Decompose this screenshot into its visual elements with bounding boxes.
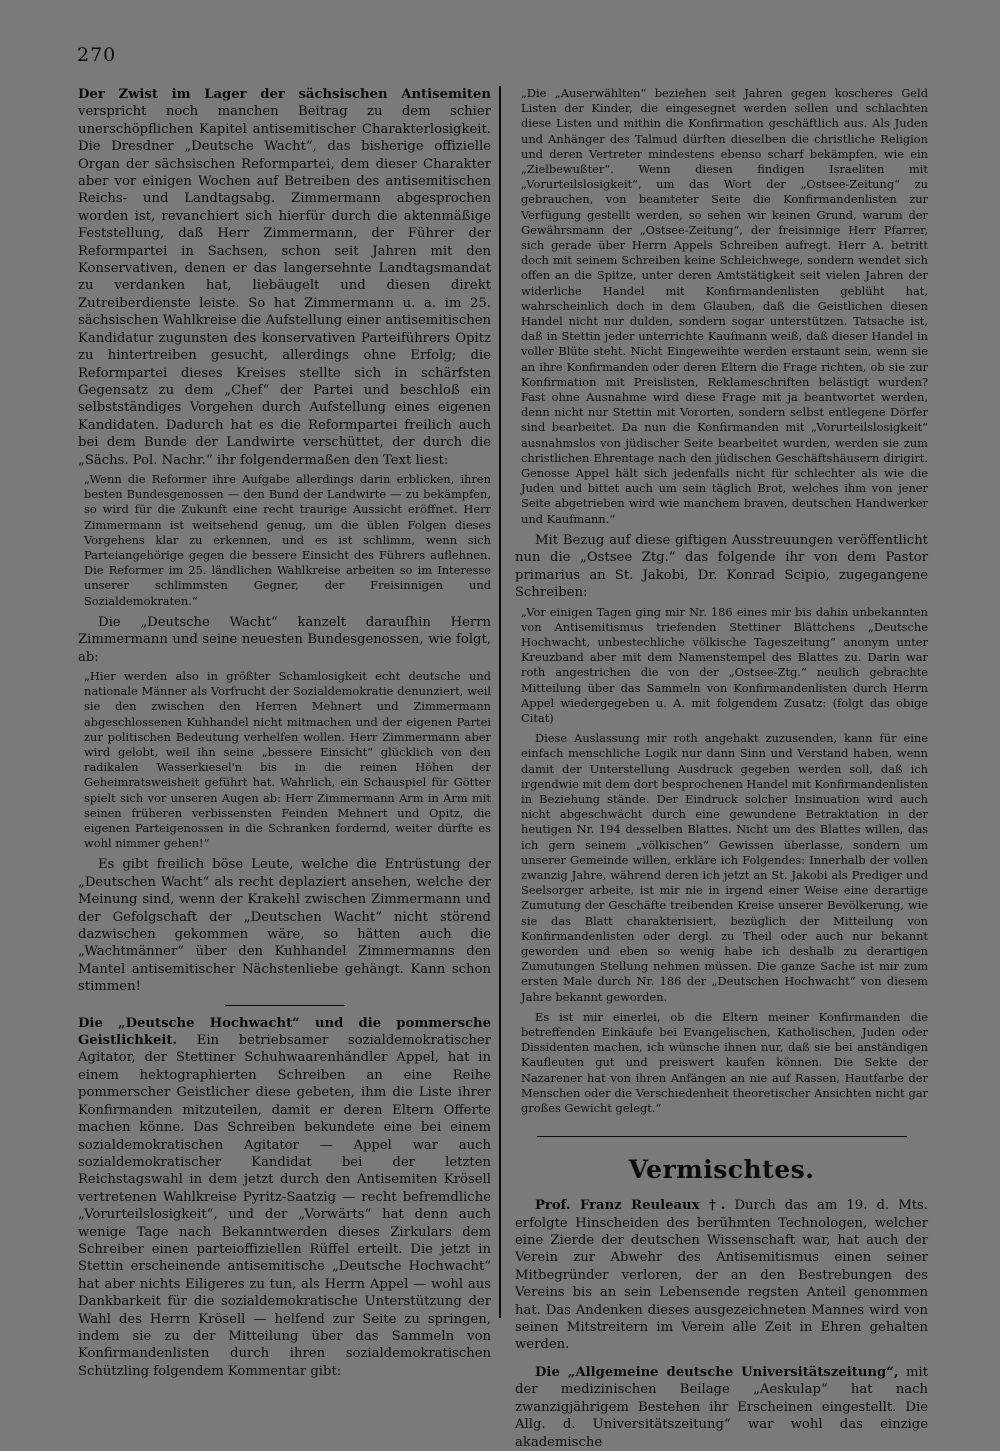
article-zwist-quote-1: „Wenn die Reformer ihre Aufgabe allerdings darin erblicken, ihren besten Bundesgenossen — den Bund der Landwirte — zu bekämpfen, so wird für die Zukunft eine recht traurige Aussicht eröffnet. Herr Zimmermann ist weitsehend genug, um die üblen Folgen dieses Vorgehens klar zu erkennen, und es ist schlimm, wenn sich Parteiangehörige gegen die bessere Einsicht des Führers auflehnen. Die Reformer im 25. ländlichen Wahlkreise arbeiten so im Interesse unserer schlimmsten Gegner, der Freisinnigen und Sozialdemokraten.“ bbox=[84, 471, 491, 608]
item-reuleaux-text: Durch das am 19. d. Mts. erfolgte Hinscheiden des berühmten Technologen, welcher eine Zierde der deutschen Wissenschaft war, hat auch der Verein zur Abwehr des Antisemitismus einen seiner Mitbegründer verloren, der an den Bestrebungen des Vereins bis an sein Lebensende regsten Anteil genommen hat. Das Andenken dieses ausgezeichneten Mannes wird von seinen Mitstreitern im Verein alle Zeit in Ehren gehalten werden. bbox=[515, 1198, 928, 1353]
article-hochwacht-text: Ein betriebsamer sozialdemokratischer Agitator, der Stettiner Schuhwaarenhändler Appel, hat in einem hektographierten Schreiben an eine Reihe pommerscher Geistlicher diese gebeten, ihm die Liste ihrer Konfirmanden mitzuteilen, damit er deren Eltern Offerte machen könne. Das Schreiben bekundete eine bei einem sozialdemokratischen Agitator — Appel war auch sozialdemokratischer Kandidat bei der letzten Reichstagswahl in dem jetzt durch den Antisemiten Krösell vertretenen Wahlkreise Pyritz-Saatzig — recht befremdliche „Vorurteilslosigkeit“, und der „Vorwärts“ hat denn auch wenige Tage nach Bekanntwerden dieses Zirkulars dem Schreiber einen parteioffiziellen Rüffel erteilt. Die jetzt in Stettin erscheinende antisemitische „Deutsche Hochwacht“ hat aber nichts Eiligeres zu tun, als Herrn Appel — wohl aus Dankbarkeit für die sozialdemokratische Unterstützung der Wahl des Herrn Krösell — helfend zur Seite zu springen, indem sie zu der Mitteilung über das Sammeln von Konfirmandenlisten durch ihren sozialdemokratischen Schützling folgendem Kommentar gibt: bbox=[78, 1033, 491, 1379]
article-zwist-headline: Der Zwist im Lager der sächsischen Antisemiten bbox=[78, 87, 491, 102]
article-zwist bbox=[78, 86, 491, 469]
section-heading-vermischtes: Vermischtes. bbox=[628, 1155, 815, 1185]
scipio-letter-1: „Vor einigen Tagen ging mir Nr. 186 eines mir bis dahin unbekannten von Antisemitismus triefenden Stettiner Blättchens „Deutsche Hochwacht, unbestechliche völkische Tageszeitung“ anonym unter Kreuzband aber mit dem Namenstempel des Blattes zu. Darin war roth angestrichen die von der „Ostsee-Ztg.“ neulich gebrachte Mitteilung über das Sammeln von Konfirmandenlisten durch Herrn Appel wiedergegeben u. A. mit folgendem Zusatz: (folgt das obige Citat) bbox=[521, 604, 928, 725]
section-rule bbox=[537, 1136, 907, 1137]
hochwacht-quote: „Die „Auserwählten“ beziehen seit Jahren gegen koscheres Geld Listen der Kinder, die eingesegnet werden sollen und schlachten diese Listen und mithin die Konfirmation geschäftlich aus. Als Juden und Anhänger des Talmud dürften dieselben die christliche Religion und deren Vertreter mindestens ebenso scharf bekämpfen, wie ein „Zielbewußter“. Wenn diesen findigen Israeliten mit „Vorurteilslosigkeit“, um das Wort der „Ostsee-Zeitung“ zu gebrauchen, von beamteter Seite die Konfirmandenlisten zur Verfügung gestellt werden, so sehen wir keinen Grund, warum der Gewährsmann der „Ostsee-Zeitung“, der freisinnige Herr Pfarrer, sich gerade über Herrn Appels Schreiben aufregt. Herr A. betritt doch mit seinem Schreiben keine Schleichwege, sondern wendet sich offen an die Spitze, unter deren Amtstätigkeit seit vielen Jahren der widerliche Handel mit Konfirmandenlisten geblüht hat, wahrscheinlich doch in dem Glauben, daß die Geistlichen diesen Handel nicht nur dulden, sondern sogar unterstützen. Tatsache ist, daß in Stettin jeder unterrichte Kaufmann weiß, daß dieser Handel in voller Blüte steht. Nicht Eingeweihte werden erstaunt sein, wenn sie an ihre Konfirmanden oder deren Eltern die Frage richten, ob sie zur Konfirmation mit Preislisten, Reklameschriften belästigt wurden? Fast ohne Ausnahme wird diese Frage mit ja beantwortet werden, denn nicht nur Stettin mit Vororten, sondern selbst entlegene Dörfer sind bearbeitet. Da nun die Konfirmanden mit „Vorurteilslosigkeit“ ausnahmslos von jüdischer Seite bearbeitet wurden, werden sie zum christlichen Ehrentage nach den jüdischen Geschäftshäusern dirigirt. Genosse Appel hält sich jedenfalls nicht für schlechter als wie die Juden und bittet auch um sein täglich Brot, welches ihm von jener Seite abgetrieben wird wie manchem braven, deutschen Handwerker und Kaufmann.“ bbox=[521, 86, 928, 526]
article-zwist-paragraph-3: Es gibt freilich böse Leute, welche die Entrüstung der „Deutschen Wacht“ als recht deplaziert ansehen, welche der Meinung sind, wenn der Krakehl zwischen Zimmermann und der Gefolgschaft der „Deutschen Wacht“ nicht störend dazwischen gekommen wäre, so hätten auch die „Wachtmänner“ über den Kuhhandel Zimmermanns den Mantel antisemitischer Nächstenliebe gehängt. Kann schon stimmen! bbox=[78, 857, 491, 995]
page-number: 270 bbox=[77, 44, 117, 66]
article-zwist-paragraph-2: Die „Deutsche Wacht“ kanzelt daraufhin Herrn Zimmermann und seine neuesten Bundesgenossen, wie folgt, ab: bbox=[78, 614, 491, 665]
article-hochwacht-headline: Die „Deutsche Hochwacht“ und die pommersche Geistlichkeit. bbox=[78, 1015, 491, 1049]
article-zwist-text: verspricht noch manchen Beitrag zu dem schier unerschöpflichen Kapitel antisemitischer Charakterlosigkeit. Die Dresdner „Deutsche Wacht“, das bisherige offizielle Organ der sächsischen Reformpartei, dem dieser Charakter aber vor einigen Wochen auf Betreiben des antisemitischen Reichs- und Landtagsabg. Zimmermann abgesprochen worden ist, revanchiert sich hierfür durch die aktenmäßige Feststellung, daß Herr Zimmermann, der Führer der Reformpartei in Sachsen, schon seit Jahren mit den Konservativen, denen er das langersehnte Landtagsmandat zu verdanken hat, liebäugelt und diesen direkt Zutreiberdienste leiste. So hat Zimmermann u. a. im 25. sächsischen Wahlkreise die Aufstellung einer antisemitischen Kandidatur zugunsten des konservativen Parteiführers Opitz zu hintertreiben gesucht, allerdings ohne Erfolg; die Reformpartei dieses Kreises stellte sich in schärfsten Gegensatz zu dem „Chef“ der Partei und beschloß ein selbstständiges Vorgehen durch Aufstellung eines eigenen Kandidaten. Dadurch hat es die Reformpartei freilich auch bei dem Bunde der Landwirte verschüttet, der durch die „Sächs. Pol. Nachr.“ ihr folgendermaßen den Text liest: bbox=[78, 104, 491, 468]
column-divider bbox=[499, 86, 501, 1318]
scipio-letter-2: Diese Auslassung mir roth angehakt zuzusenden, kann für eine einfach menschliche Logik nur dann Sinn und Verstand haben, wenn damit der Unterstellung Ausdruck gegeben werden soll, daß ich irgendwie mit dem dort besprochenen Handel mit Konfirmandenlisten in Beziehung stände. Der Eindruck solcher Insinuation wird auch nicht abgeschwächt durch eine gewundene Betraktation in der heutigen Nr. 194 desselben Blattes. Nicht um des Blattes willen, das ich gern seinem „völkischen“ Gewissen überlasse, sondern um unserer Gemeinde willen, erkläre ich Folgendes: Innerhalb der vollen zwanzig Jahre, während deren ich jetzt an St. Jakobi als Prediger und Seelsorger arbeite, ist mir nie in irgend einer Weise eine derartige Zumutung der Geschäfte treibenden Kreise unserer Bevölkerung, wie sie das Blatt charakterisiert, bezüglich der Mitteilung von Konfirmandenlisten oder dergl. zu Theil oder auch nur bekannt geworden und eben so wenig habe ich deshalb zu derartigen Zumutungen Stellung nehmen müssen. Die ganze Sache ist mir zum ersten Male durch Nr. 186 der „Deutschen Hochwacht“ von diesem Jahre bekannt geworden. bbox=[521, 731, 928, 1004]
item-reuleaux bbox=[515, 1197, 928, 1354]
left-column bbox=[78, 86, 491, 1380]
item-reuleaux-lead: Prof. Franz Reuleaux †. bbox=[535, 1198, 726, 1214]
item-universitaetszeitung-text: mit der medizinischen Beilage „Aeskulap“ hat nach zwanzigjährigem Bestehen ihr Erscheinen eingestellt. Die Allg. d. Universitätszeitung“ war wohl das einzige akademische bbox=[515, 1364, 928, 1450]
item-universitaetszeitung bbox=[515, 1364, 928, 1451]
article-hochwacht bbox=[78, 1015, 491, 1381]
item-universitaetszeitung-lead: Die „Allgemeine deutsche Universitätszeitung“, bbox=[535, 1364, 899, 1380]
ostsee-paragraph: Mit Bezug auf diese giftigen Ausstreuungen veröffentlicht nun die „Ostsee Ztg.“ das folgende ihr von dem Pastor primarius an St. Jakobi, Dr. Konrad Scipio, zugegangene Schreiben: bbox=[515, 532, 928, 601]
scipio-letter-3: Es ist mir einerlei, ob die Eltern meiner Konfirmanden die betreffenden Einkäufe bei Evangelischen, Katholischen, Juden oder Dissidenten machen, ich wünsche ihnen nur, daß sie bei anständigen Kaufleuten gut und preiswert kaufen können. Die Sekte der Nazarener hat von ihren Anfängen an nie auf Rassen, Hautfarbe der Menschen oder die Verschiedenheit theoretischer Ansichten nicht gar großes Gewicht gelegt.“ bbox=[521, 1009, 928, 1116]
article-zwist-quote-2: „Hier werden also in größter Schamlosigkeit echt deutsche und nationale Männer als Vorfrucht der Sozialdemokratie denunziert, weil sie den zwischen den Herren Mehnert und Zimmermann abgeschlossenen Kuhhandel nicht mitmachen und der eigenen Partei zur politischen Bedeutung verhelfen wollen. Herr Zimmermann aber wird gelobt, weil ihn seine „bessere Einsicht“ glücklich von den radikalen Wasserkiesel'n bis in die reinen Höhen der Geheimratsweisheit geführt hat. Wahrlich, ein Schauspiel für Götter spielt sich vor unseren Augen ab: Herr Zimmermann Arm in Arm mit seinen früheren verbissensten Feinden Mehnert und Opitz, die eigenen Parteigenossen in die Schranken fordernd, weiter dürfte es wohl nimmer gehen!“ bbox=[84, 668, 491, 851]
right-column bbox=[515, 86, 928, 1451]
column-separator-rule bbox=[225, 1005, 345, 1006]
